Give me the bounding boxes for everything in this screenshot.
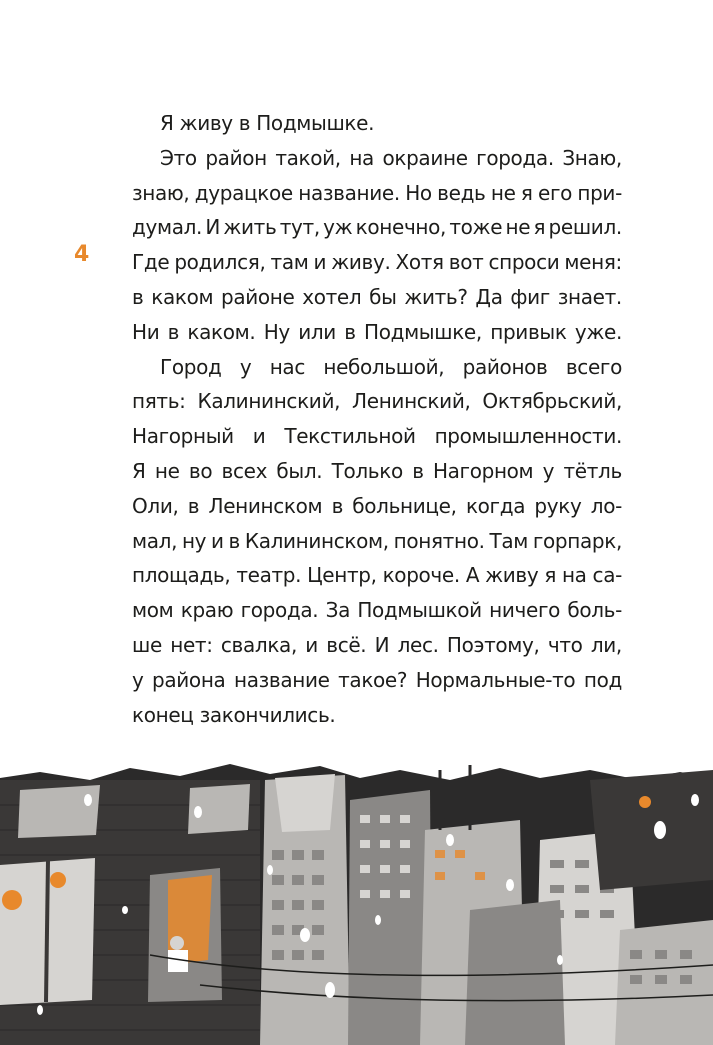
city-illustration [0, 760, 713, 1045]
text-line: конец закончились. [132, 702, 336, 727]
text-line: думал. И жить тут, уж конечно, тоже не я решил. [132, 215, 622, 240]
text-line: пять: Калининский, Ленинский, Октябрьский, [132, 389, 622, 414]
text-line: знаю, дурацкое название. Но ведь не я его при- [132, 180, 622, 205]
text-line: мал, ну и в Калининском, понятно. Там горпарк, [132, 528, 622, 553]
text-line: Город у нас небольшой, районов всего [160, 354, 622, 379]
text-line: Это район такой, на окраине города. Знаю, [160, 145, 622, 170]
text-line: ше нет: свалка, и всё. И лес. Поэтому, что ли, [132, 632, 622, 657]
story-text [132, 106, 622, 732]
text-line: Я не во всех был. Только в Нагорном у тётль [132, 458, 622, 483]
text-line: Я живу в Подмышке. [160, 111, 375, 135]
text-line: Оли, в Ленинском в больнице, когда руку ло- [132, 493, 622, 518]
text-line: Нагорный и Текстильной промышленности. [132, 424, 622, 449]
text-line: Где родился, там и живу. Хотя вот спроси меня: [132, 250, 622, 275]
text-line: Ни в каком. Ну или в Подмышке, привык уже. [132, 319, 622, 344]
city-night-illustration-icon [0, 760, 713, 1045]
page-number: 4 [74, 242, 90, 267]
text-line: площадь, театр. Центр, короче. А живу я на са- [132, 563, 622, 588]
text-line: у района название такое? Нормальные-то под [132, 667, 622, 692]
text-line: мом краю города. За Подмышкой ничего боль- [132, 598, 622, 623]
text-line: в каком районе хотел бы жить? Да фиг знает. [132, 284, 622, 309]
